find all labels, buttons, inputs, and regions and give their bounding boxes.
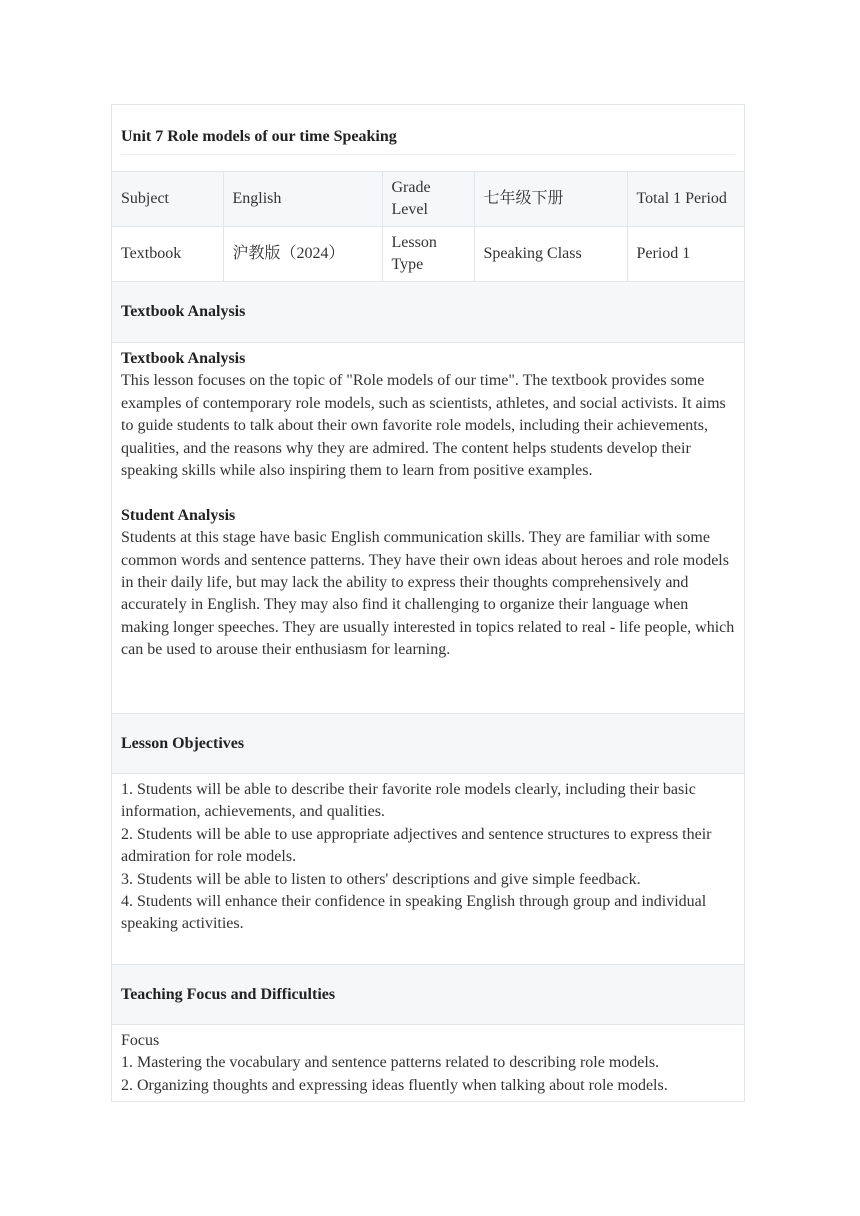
title-divider (121, 154, 735, 155)
objective-item: 1. Students will be able to describe their favorite role models clearly, including their basic information, achievements, and qualities. (121, 781, 696, 821)
info-row-1 (112, 172, 744, 227)
focus-item: 2. Organizing thoughts and expressing ideas fluently when talking about role models. (121, 1076, 668, 1094)
student-analysis-subtitle: Student Analysis (121, 506, 236, 524)
lesson-objectives-body (112, 774, 744, 964)
lesson-info-table (112, 171, 744, 282)
document-title: Unit 7 Role models of our time Speaking (121, 128, 397, 145)
period-number: Period 1 (627, 227, 744, 282)
lesson-plan-document (111, 104, 745, 1102)
focus-item: 1. Mastering the vocabulary and sentence patterns related to describing role models. (121, 1054, 660, 1072)
grade-level-value: 七年级下册 (474, 172, 627, 227)
textbook-analysis-body (112, 343, 744, 713)
textbook-analysis-heading: Textbook Analysis (112, 282, 744, 343)
objective-item: 3. Students will be able to listen to others' descriptions and give simple feedback. (121, 870, 641, 888)
grade-level-label: Grade Level (382, 172, 474, 227)
paragraph-spacer (121, 482, 735, 504)
info-row-2 (112, 227, 744, 282)
subject-value: English (223, 172, 382, 227)
total-periods: Total 1 Period (627, 172, 744, 227)
student-analysis-text: Students at this stage have basic English communication skills. They are familiar with some common words and sentence patterns. They have their own ideas about heroes and role models in their daily life, but may lack the ability to express their thoughts comprehensively and accurately in English. They may also find it challenging to organize their language when making longer speeches. They are usually interested in topics related to real - life people, which can be used to arouse their enthusiasm for learning. (121, 529, 735, 659)
lesson-type-value: Speaking Class (474, 227, 627, 282)
title-block (112, 105, 744, 171)
textbook-label: Textbook (112, 227, 223, 282)
objective-item: 2. Students will be able to use appropriate adjectives and sentence structures to express their admiration for role models. (121, 825, 712, 866)
focus-label: Focus (121, 1032, 160, 1049)
lesson-objectives-heading: Lesson Objectives (112, 713, 744, 774)
subject-label: Subject (112, 172, 223, 227)
textbook-analysis-text: This lesson focuses on the topic of "Role models of our time". The textbook provides some examples of contemporary role models, such as scientists, athletes, and social activists. It aims to guide students to talk about their own favorite role models, including their achievements, qualities, and the reasons why they are admired. The content helps students develop their speaking skills while also inspiring them to learn from positive examples. (121, 372, 726, 480)
objective-item: 4. Students will enhance their confidence in speaking English through group and individual speaking activities. (121, 893, 707, 933)
textbook-analysis-subtitle: Textbook Analysis (121, 350, 246, 367)
lesson-type-label: Lesson Type (382, 227, 474, 282)
textbook-value: 沪教版（2024） (223, 227, 382, 282)
teaching-focus-heading: Teaching Focus and Difficulties (112, 964, 744, 1025)
teaching-focus-body (112, 1025, 744, 1101)
